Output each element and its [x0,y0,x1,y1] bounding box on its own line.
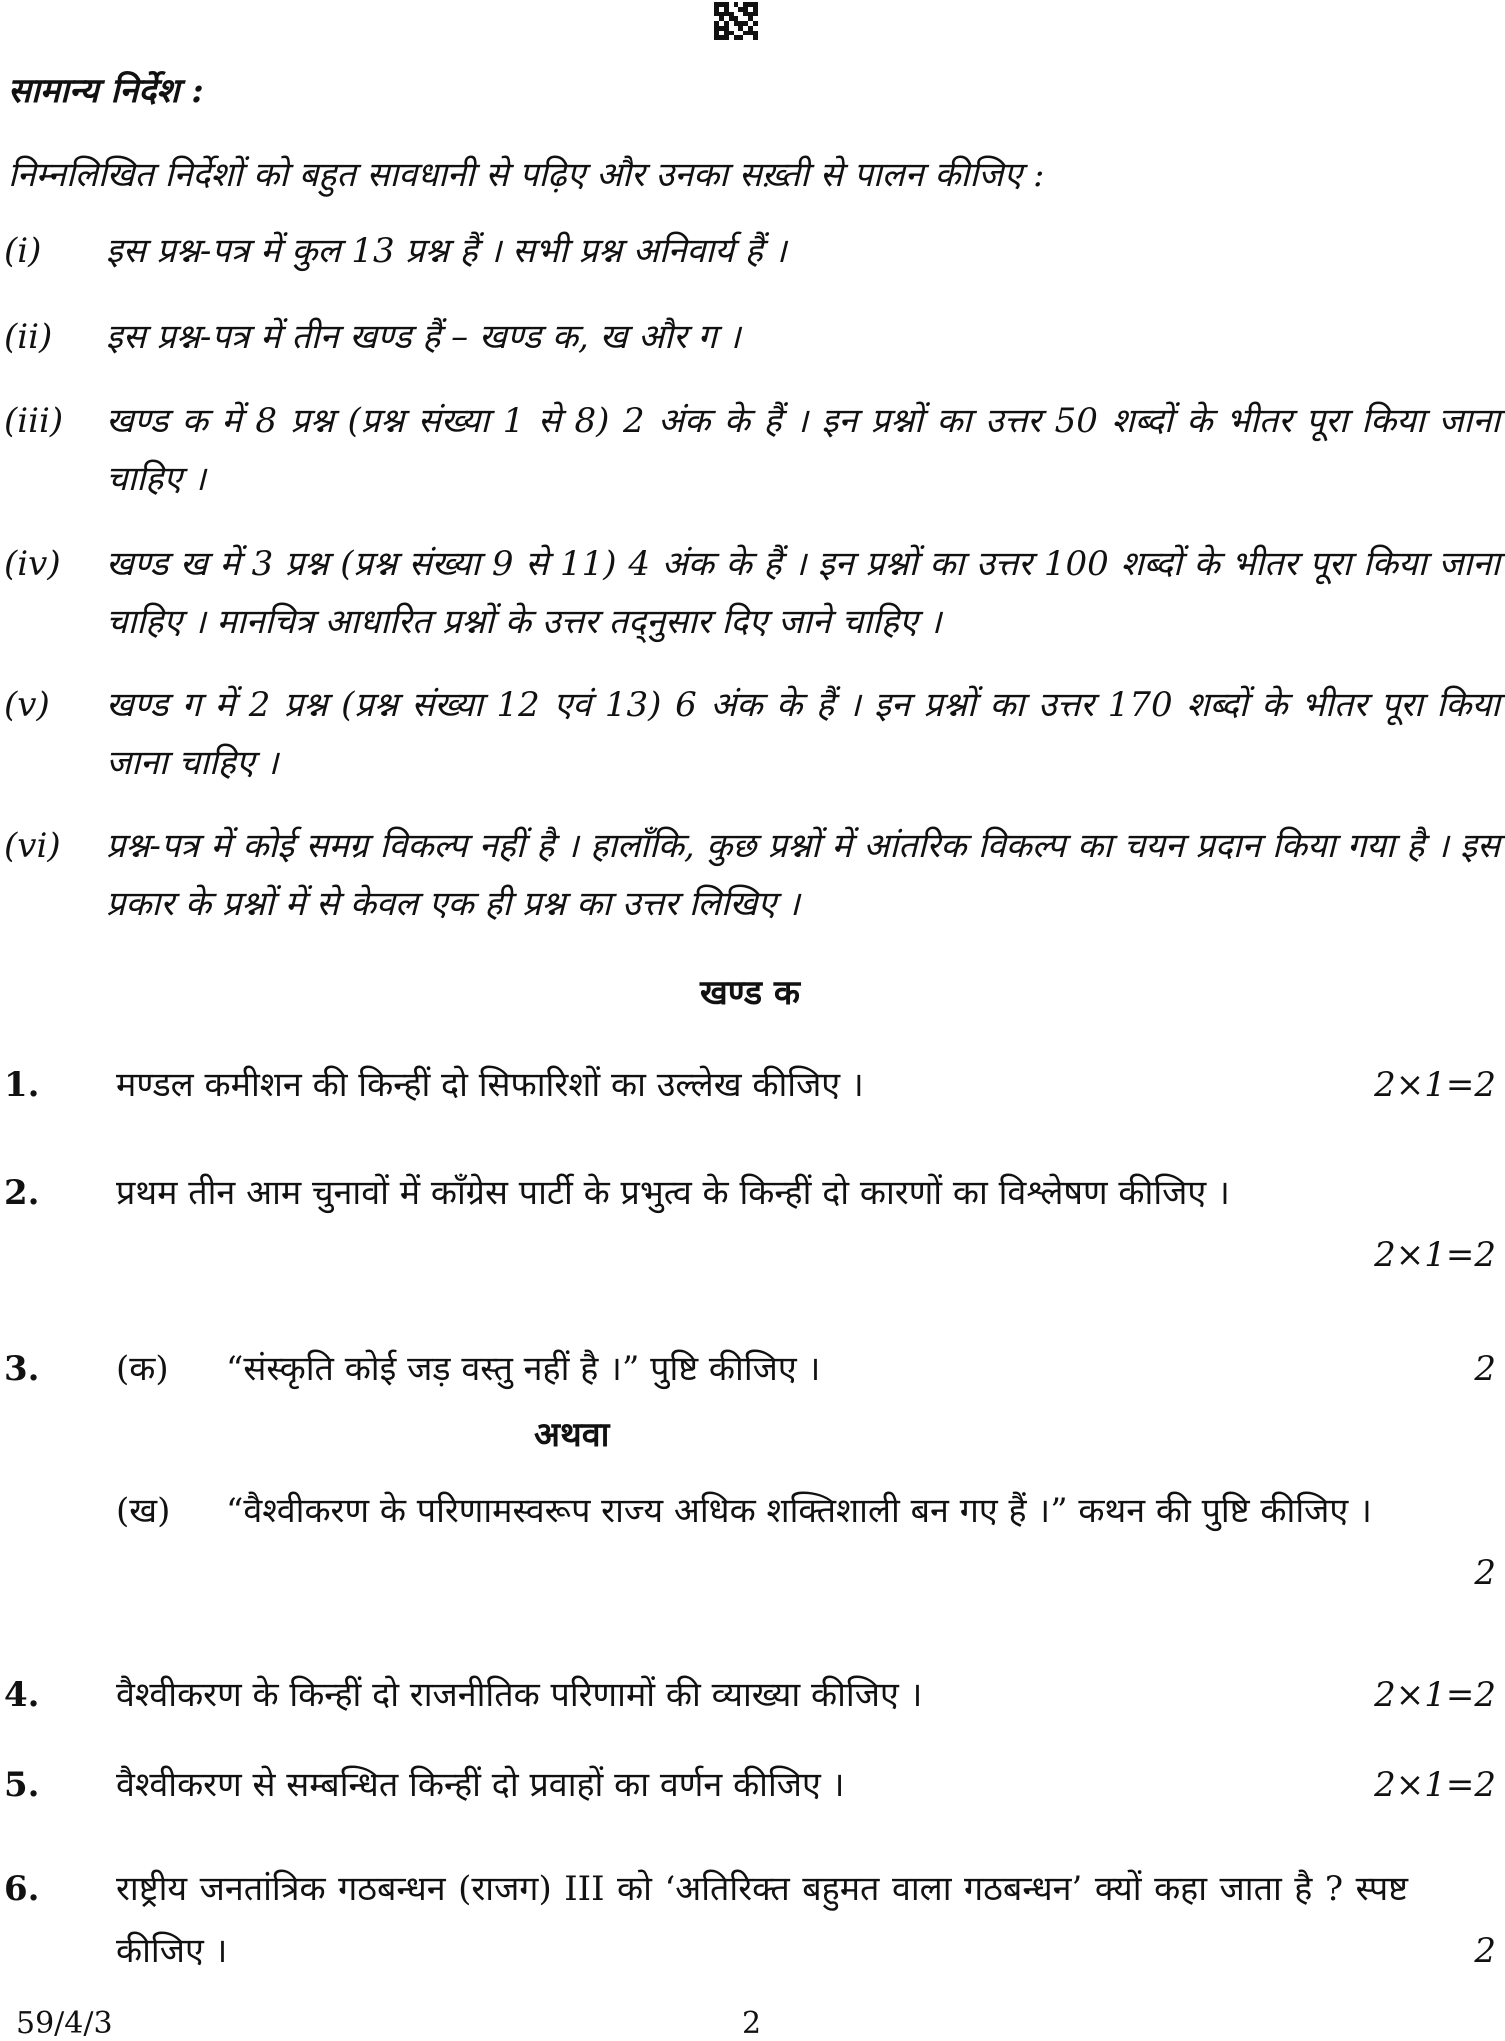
question-marks: 2×1=2 [1374,1765,1496,1805]
question-number: 6. [4,1869,40,1909]
instruction-text: प्रश्न-पत्र में कोई समग्र विकल्प नहीं है । हालाँकि, कुछ प्रश्नों में आंतरिक विकल्प का चयन प्रदान किया गया है । इस प्रकार के प्रश्नों में से केवल एक ही प्रश्न का उत्तर लिखिए । [106,826,1500,924]
instruction-number: (iv) [4,544,61,584]
question-marks: 2×1=2 [1374,1675,1496,1715]
qr-code [714,2,758,40]
option-a-label: (क) [116,1349,169,1389]
option-a-text: “संस्कृति कोई जड़ वस्तु नहीं है ।” पुष्टि कीजिए । [226,1349,821,1389]
question-marks: 2×1=2 [1374,1065,1496,1105]
question-number: 3. [4,1349,40,1389]
instruction-number: (vi) [4,826,61,866]
instruction-number: (iii) [4,401,64,441]
instruction-text: इस प्रश्न-पत्र में कुल 13 प्रश्न हैं । सभी प्रश्न अनिवार्य हैं । [106,231,787,271]
instruction-number: (i) [4,231,42,271]
question-number: 4. [4,1675,40,1715]
page-number: 2 [742,2006,762,2041]
question-text: वैश्वीकरण के किन्हीं दो राजनीतिक परिणामों की व्याख्या कीजिए । [116,1675,923,1715]
instructions-heading: सामान्य निर्देश : [8,71,204,111]
instruction-text: खण्ड ग में 2 प्रश्न (प्रश्न संख्या 12 एवं 13) 6 अंक के हैं । इन प्रश्नों का उत्तर 170 शब्दों के भीतर पूरा किया जाना चाहिए । [106,685,1500,783]
instruction-number: (v) [4,685,50,725]
question-marks: 2×1=2 [1374,1235,1496,1275]
question-number: 2. [4,1173,40,1213]
option-b-label: (ख) [116,1491,171,1531]
option-b-marks: 2 [1474,1553,1496,1593]
question-marks: 2 [1474,1931,1496,1971]
option-a-marks: 2 [1474,1349,1496,1389]
question-text: प्रथम तीन आम चुनावों में काँग्रेस पार्टी के प्रभुत्व के किन्हीं दो कारणों का विश्लेषण कीजिए । [116,1173,1230,1213]
instruction-text: खण्ड ख में 3 प्रश्न (प्रश्न संख्या 9 से 11) 4 अंक के हैं । इन प्रश्नों का उत्तर 100 शब्दों के भीतर पूरा किया जाना चाहिए । मानचित्र आधारित प्रश्नों के उत्तर तद्नुसार दिए जाने चाहिए । [106,544,1500,642]
option-b-text: “वैश्वीकरण के परिणामस्वरूप राज्य अधिक शक्तिशाली बन गए हैं ।” कथन की पुष्टि कीजिए । [226,1491,1372,1531]
question-number: 5. [4,1765,40,1805]
question-text: राष्ट्रीय जनतांत्रिक गठबन्धन (राजग) III को ‘अतिरिक्त बहुमत वाला गठबन्धन’ क्यों कहा जाता है ? स्पष्ट कीजिए । [116,1869,1408,1971]
question-number: 1. [4,1065,40,1105]
section-title: खण्ड क [699,973,801,1013]
instructions-intro: निम्नलिखित निर्देशों को बहुत सावधानी से पढ़िए और उनका सख़्ती से पालन कीजिए : [8,155,1045,195]
instruction-text: खण्ड क में 8 प्रश्न (प्रश्न संख्या 1 से 8) 2 अंक के हैं । इन प्रश्नों का उत्तर 50 शब्दों के भीतर पूरा किया जाना चाहिए । [106,401,1500,499]
instruction-number: (ii) [4,317,53,357]
instruction-text: इस प्रश्न-पत्र में तीन खण्ड हैं – खण्ड क, ख और ग । [106,317,741,357]
or-label: अथवा [534,1415,610,1455]
question-text: मण्डल कमीशन की किन्हीं दो सिफारिशों का उल्लेख कीजिए । [116,1065,864,1105]
paper-code: 59/4/3 [16,2006,113,2041]
question-text: वैश्वीकरण से सम्बन्धित किन्हीं दो प्रवाहों का वर्णन कीजिए । [116,1765,845,1805]
